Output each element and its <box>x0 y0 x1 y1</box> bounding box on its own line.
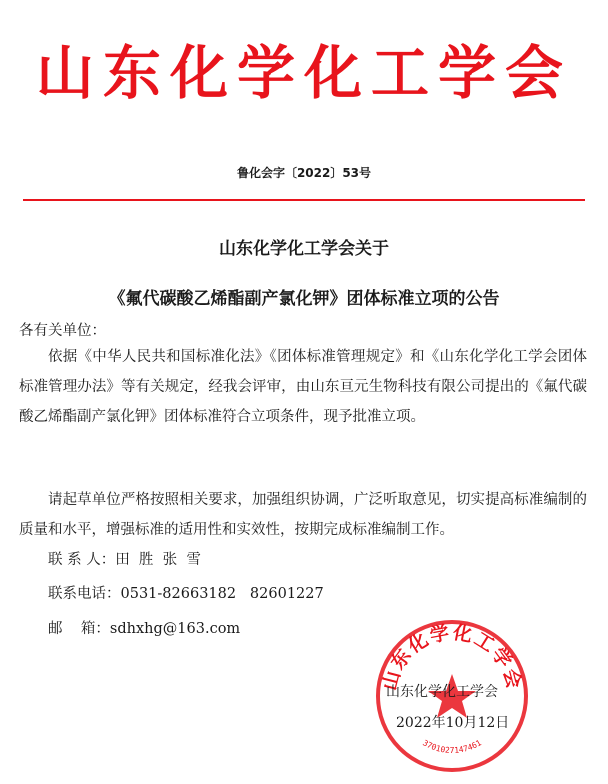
contact-email: 邮 箱：sdhxhg@163.com <box>48 621 241 637</box>
notice-title-line1: 山东化学化工学会关于 <box>219 239 389 259</box>
svg-text:山东化学化工学会: 山东化学化工学会 <box>378 621 526 693</box>
signature-date: 2022年10月12日 <box>396 715 510 731</box>
notice-title-line2: 《氟代碳酸乙烯酯副产氯化钾》团体标准立项的公告 <box>108 289 500 309</box>
contact-person: 联 系 人：田 胜 张 雪 <box>48 552 201 568</box>
contact-phone: 联系电话：0531-82663182 82601227 <box>48 586 324 602</box>
body-paragraph-1: 依据《中华人民共和国标准化法》《团体标准管理规定》和《山东化学化工学会团体标准管理办法》等有关规定，经我会评审，由山东亘元生物科技有限公司提出的《氟代碳酸乙烯酯副产氯化钾》团体标准符合立项条件，现予批准立项。 <box>19 349 587 425</box>
svg-text:3701027147461: 3701027147461 <box>421 738 483 755</box>
signature-org: 山东化学化工学会 <box>386 684 498 700</box>
org-masthead: 山东化学化工学会 <box>35 39 572 107</box>
salutation: 各有关单位： <box>19 323 106 339</box>
body-paragraph-2: 请起草单位严格按照相关要求，加强组织协调，广泛听取意见，切实提高标准编制的质量和水平，增强标准的适用性和实效性，按期完成标准编制工作。 <box>19 492 587 538</box>
header-divider <box>23 199 585 201</box>
document-number: 鲁化会字〔2022〕53号 <box>236 166 372 180</box>
